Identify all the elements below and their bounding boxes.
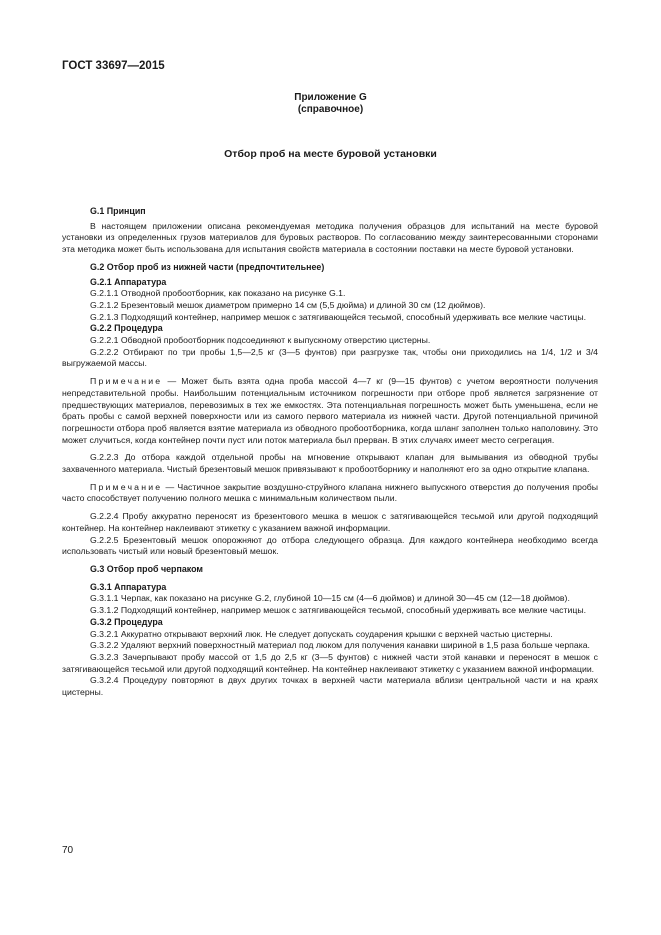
note-label: Примечание	[90, 481, 163, 492]
note-2	[62, 482, 598, 505]
paragraph-g321: G.3.2.1 Аккуратно открывают верхний люк. Не следует допускать соударения крышки с верхней частью цистерны.	[90, 628, 553, 639]
paragraph-g225: G.2.2.5 Брезентовый мешок опорожняют до отбора следующего образца. Для каждого контейнера необходимо всегда использовать чистый или новый брезентовый мешок.	[62, 534, 598, 557]
note-1	[62, 376, 598, 446]
paragraph-g324: G.3.2.4 Процедуру повторяют в двух других точках в верхней части материала вблизи центральной части и на краях цистерны.	[62, 675, 598, 698]
paragraph-g212: G.2.1.2 Брезентовый мешок диаметром примерно 14 см (5,5 дюйма) и длиной 30 см (12 дюймов).	[90, 299, 486, 310]
page-title: Отбор проб на месте буровой установки	[224, 148, 437, 160]
paragraph-g221: G.2.2.1 Обводной пробоотборник подсоединяют к выпускному отверстию цистерны.	[90, 335, 431, 346]
paragraph-g211: G.2.1.1 Отводной пробоотборник, как показано на рисунке G.1.	[90, 288, 346, 299]
subsection-heading-g22: G.2.2 Процедура	[90, 323, 163, 334]
paragraph-g213: G.2.1.3 Подходящий контейнер, например мешок с затягивающейся тесьмой, способный удерживать все мелкие частицы.	[90, 311, 586, 322]
paragraph-g222: G.2.2.2 Отбирают по три пробы 1,5—2,5 кг (3—5 фунтов) при разгрузке так, чтобы они приходились на 1/4, 1/2 и 3/4 выгружаемой массы.	[62, 346, 598, 369]
section-heading-g2: G.2 Отбор проб из нижней части (предпочтительнее)	[90, 261, 325, 272]
document-body	[62, 206, 598, 699]
paragraph-g312: G.3.1.2 Подходящий контейнер, например мешок с затягивающейся тесьмой, способный удерживать все мелкие частицы.	[90, 605, 586, 616]
section-heading-g3: G.3 Отбор проб черпаком	[90, 563, 203, 574]
note-1-text: — Может быть взята одна проба массой 4—7 кг (9—15 фунтов) с учетом вероятности получения непредставительной пробы. Наибольшим потенциальным источником погрешности при отборе проб является загрязнение от предшествующих материалов, перевозимых в тех же емкостях. Эта потенциальная погрешность может быть уменьшена, если не брать пробы с самой верхней поверхности или из самого первого материала из нижней части. Другой потенциальной причиной погрешности отбора проб является взятие материала из обводного пробоотборника, когда шланг заполнен только наполовину. Это может случиться, когда контейнер почти пуст или поток материала был прерван. В этих случаях имеет место сегрегация.	[62, 376, 598, 445]
appendix-heading	[0, 92, 661, 116]
paragraph-g223: G.2.2.3 До отбора каждой отдельной пробы на мгновение открывают клапан для вымывания из обводной трубы захваченного материала. Чистый брезентовый мешок привязывают к пробоотборнику и наполняют его за одно открытие клапана.	[62, 452, 598, 475]
note-label: Примечание	[90, 376, 163, 387]
appendix-title: Приложение G	[294, 92, 367, 103]
document-code: ГОСТ 33697—2015	[62, 60, 165, 72]
section-heading-g1: G.1 Принцип	[90, 206, 146, 216]
appendix-subtitle: (справочное)	[297, 104, 364, 115]
subsection-heading-g32: G.3.2 Процедура	[90, 616, 163, 627]
paragraph-g323: G.3.2.3 Зачерпывают пробу массой от 1,5 до 2,5 кг (3—5 фунтов) с нижней части этой канавки и переносят в мешок с затягивающейся тесьмой или другой подходящий контейнер. На контейнер наклеивают этикетку с указанием важной информации.	[62, 651, 598, 674]
paragraph-g322: G.3.2.2 Удаляют верхний поверхностный материал под люком для получения канавки шириной в 1,5 раза больше черпака.	[90, 640, 590, 651]
paragraph-g1: В настоящем приложении описана рекомендуемая методика получения образцов для испытаний на месте буровой установки из определенных грузов материалов для буровых растворов. По согласованию между заинтересованными сторонами эта методика может быть использована для испытания свойств материала в состоянии поставки на месте буровой установки.	[62, 220, 598, 255]
paragraph-g311: G.3.1.1 Черпак, как показано на рисунке G.2, глубиной 10—15 см (4—6 дюймов) и длиной 30—45 см (12—18 дюймов).	[90, 593, 570, 604]
subsection-heading-g21: G.2.1 Аппаратура	[90, 276, 167, 287]
paragraph-g224: G.2.2.4 Пробу аккуратно переносят из брезентового мешка в мешок с затягивающейся тесьмой или другой подходящий контейнер. На контейнер наклеивают этикетку с указанием важной информации.	[62, 511, 598, 533]
page-number: 70	[62, 845, 74, 856]
subsection-heading-g31: G.3.1 Аппаратура	[90, 581, 167, 592]
note-2-text: — Частичное закрытие воздушно-струйного клапана нижнего выпускного отверстия до получения пробы часто способствует получению полного мешка с минимальным количеством пыли.	[62, 481, 598, 504]
